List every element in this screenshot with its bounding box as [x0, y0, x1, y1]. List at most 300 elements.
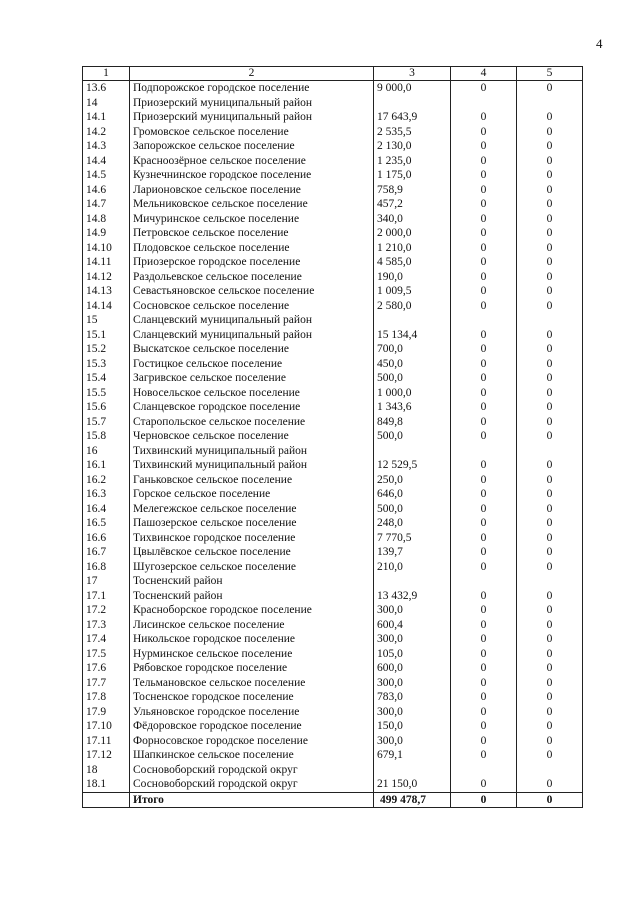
row-number: 15.2 [83, 342, 130, 357]
row-col5: 0 [517, 690, 583, 705]
row-amount [374, 313, 451, 328]
row-amount [374, 444, 451, 459]
row-name: Никольское городское поселение [130, 632, 374, 647]
row-amount: 1 343,6 [374, 400, 451, 415]
row-name: Ганьковское сельское поселение [130, 473, 374, 488]
row-amount: 2 130,0 [374, 139, 451, 154]
row-name: Кузнечнинское городское поселение [130, 168, 374, 183]
row-number: 17.4 [83, 632, 130, 647]
row-col5 [517, 444, 583, 459]
table-row [83, 313, 583, 328]
row-name: Шугозерское сельское поселение [130, 560, 374, 575]
row-number: 17.1 [83, 589, 130, 604]
row-col4: 0 [451, 241, 517, 256]
row-name: Приозерское городское поселение [130, 255, 374, 270]
table-row [83, 270, 583, 285]
table-row [83, 545, 583, 560]
row-col4: 0 [451, 777, 517, 792]
row-col4: 0 [451, 661, 517, 676]
row-col5: 0 [517, 429, 583, 444]
row-col5: 0 [517, 516, 583, 531]
row-number: 14.11 [83, 255, 130, 270]
row-col4: 0 [451, 690, 517, 705]
row-number: 14.6 [83, 183, 130, 198]
row-amount: 190,0 [374, 270, 451, 285]
table-row [83, 357, 583, 372]
row-number: 18 [83, 763, 130, 778]
row-col4: 0 [451, 110, 517, 125]
table-row [83, 603, 583, 618]
row-number: 15.7 [83, 415, 130, 430]
row-col5: 0 [517, 560, 583, 575]
row-number: 14.12 [83, 270, 130, 285]
row-number: 14.2 [83, 125, 130, 140]
row-col5: 0 [517, 183, 583, 198]
header-col-3: 3 [374, 67, 451, 81]
row-col4 [451, 574, 517, 589]
row-col5: 0 [517, 81, 583, 96]
row-name: Ларионовское сельское поселение [130, 183, 374, 198]
row-amount: 248,0 [374, 516, 451, 531]
row-name: Загривское сельское поселение [130, 371, 374, 386]
row-number: 14.1 [83, 110, 130, 125]
row-amount: 1 000,0 [374, 386, 451, 401]
table-row [83, 647, 583, 662]
row-col5 [517, 574, 583, 589]
row-col4: 0 [451, 415, 517, 430]
row-col4: 0 [451, 342, 517, 357]
row-col5: 0 [517, 139, 583, 154]
row-name: Гостицкое сельское поселение [130, 357, 374, 372]
row-col5: 0 [517, 328, 583, 343]
table-row [83, 516, 583, 531]
row-col4: 0 [451, 589, 517, 604]
row-col4: 0 [451, 647, 517, 662]
row-col4: 0 [451, 531, 517, 546]
row-amount: 300,0 [374, 705, 451, 720]
row-amount: 15 134,4 [374, 328, 451, 343]
row-col4: 0 [451, 560, 517, 575]
row-name: Сланцевское городское поселение [130, 400, 374, 415]
row-amount: 2 000,0 [374, 226, 451, 241]
table-row [83, 168, 583, 183]
table-row [83, 125, 583, 140]
row-col4: 0 [451, 705, 517, 720]
row-col5 [517, 763, 583, 778]
row-col5: 0 [517, 212, 583, 227]
row-col4: 0 [451, 328, 517, 343]
row-col5: 0 [517, 342, 583, 357]
row-col5: 0 [517, 777, 583, 792]
row-name: Шапкинское сельское поселение [130, 748, 374, 763]
row-col5: 0 [517, 168, 583, 183]
row-name: Сосновоборский городской округ [130, 777, 374, 792]
row-col5: 0 [517, 502, 583, 517]
row-amount: 600,0 [374, 661, 451, 676]
row-amount: 646,0 [374, 487, 451, 502]
row-number: 15.1 [83, 328, 130, 343]
table-row [83, 81, 583, 96]
total-number-cell [83, 792, 130, 808]
row-name: Рябовское городское поселение [130, 661, 374, 676]
row-amount: 13 432,9 [374, 589, 451, 604]
row-number: 14.13 [83, 284, 130, 299]
total-col5: 0 [517, 792, 583, 808]
row-col5: 0 [517, 473, 583, 488]
row-name: Форносовское городское поселение [130, 734, 374, 749]
row-amount: 300,0 [374, 603, 451, 618]
table-row [83, 415, 583, 430]
row-number: 17.7 [83, 676, 130, 691]
row-amount: 300,0 [374, 632, 451, 647]
row-number: 14.4 [83, 154, 130, 169]
row-col4: 0 [451, 632, 517, 647]
row-name: Цвылёвское сельское поселение [130, 545, 374, 560]
row-name: Новосельское сельское поселение [130, 386, 374, 401]
row-col5: 0 [517, 705, 583, 720]
table-row [83, 342, 583, 357]
row-name: Петровское сельское поселение [130, 226, 374, 241]
row-name: Сосновское сельское поселение [130, 299, 374, 314]
table-row [83, 632, 583, 647]
row-col5: 0 [517, 661, 583, 676]
total-label: Итого [130, 792, 374, 808]
row-name: Старопольское сельское поселение [130, 415, 374, 430]
row-amount: 139,7 [374, 545, 451, 560]
row-name: Тихвинский муниципальный район [130, 458, 374, 473]
table-row [83, 719, 583, 734]
row-col5 [517, 96, 583, 111]
row-col4: 0 [451, 299, 517, 314]
row-col5: 0 [517, 603, 583, 618]
row-col4 [451, 763, 517, 778]
row-amount: 500,0 [374, 429, 451, 444]
row-name: Мичуринское сельское поселение [130, 212, 374, 227]
row-col4: 0 [451, 371, 517, 386]
row-amount [374, 763, 451, 778]
table-row [83, 487, 583, 502]
row-amount: 700,0 [374, 342, 451, 357]
row-col4: 0 [451, 429, 517, 444]
row-name: Горское сельское поселение [130, 487, 374, 502]
row-amount: 600,4 [374, 618, 451, 633]
row-col4: 0 [451, 386, 517, 401]
row-amount: 4 585,0 [374, 255, 451, 270]
row-number: 14.5 [83, 168, 130, 183]
table-row [83, 589, 583, 604]
table-row [83, 748, 583, 763]
row-number: 14 [83, 96, 130, 111]
row-col5: 0 [517, 531, 583, 546]
row-col4: 0 [451, 125, 517, 140]
row-name: Красноборское городское поселение [130, 603, 374, 618]
row-number: 17.11 [83, 734, 130, 749]
table-row [83, 154, 583, 169]
table-row [83, 676, 583, 691]
row-col5: 0 [517, 647, 583, 662]
table-row [83, 255, 583, 270]
table-row [83, 226, 583, 241]
row-col5: 0 [517, 632, 583, 647]
row-col5: 0 [517, 357, 583, 372]
page-number: 4 [596, 36, 603, 51]
header-col-2: 2 [130, 67, 374, 81]
row-name: Запорожское сельское поселение [130, 139, 374, 154]
row-name: Раздольевское сельское поселение [130, 270, 374, 285]
row-number: 15.8 [83, 429, 130, 444]
row-col5: 0 [517, 400, 583, 415]
table-row [83, 284, 583, 299]
row-col4: 0 [451, 458, 517, 473]
row-col5: 0 [517, 371, 583, 386]
row-name: Тихвинский муниципальный район [130, 444, 374, 459]
row-col5: 0 [517, 110, 583, 125]
row-number: 17.3 [83, 618, 130, 633]
table-row [83, 299, 583, 314]
row-col4: 0 [451, 212, 517, 227]
table-row [83, 777, 583, 792]
row-col4 [451, 444, 517, 459]
row-col4: 0 [451, 284, 517, 299]
allocation-table [82, 66, 583, 808]
row-amount: 783,0 [374, 690, 451, 705]
table-row [83, 502, 583, 517]
row-number: 15.5 [83, 386, 130, 401]
row-col5 [517, 313, 583, 328]
table-row [83, 183, 583, 198]
row-number: 17.5 [83, 647, 130, 662]
table-row [83, 690, 583, 705]
row-col4: 0 [451, 168, 517, 183]
row-amount: 150,0 [374, 719, 451, 734]
row-amount: 17 643,9 [374, 110, 451, 125]
row-number: 17.9 [83, 705, 130, 720]
row-amount: 250,0 [374, 473, 451, 488]
row-col5: 0 [517, 734, 583, 749]
row-col4: 0 [451, 603, 517, 618]
table-row [83, 110, 583, 125]
row-number: 17.8 [83, 690, 130, 705]
row-col5: 0 [517, 545, 583, 560]
row-name: Выскатское сельское поселение [130, 342, 374, 357]
row-number: 16.7 [83, 545, 130, 560]
row-amount: 340,0 [374, 212, 451, 227]
row-amount: 500,0 [374, 502, 451, 517]
row-col4: 0 [451, 734, 517, 749]
table-row [83, 574, 583, 589]
row-col4: 0 [451, 197, 517, 212]
row-number: 14.14 [83, 299, 130, 314]
row-col4: 0 [451, 502, 517, 517]
table-row [83, 531, 583, 546]
row-col5: 0 [517, 241, 583, 256]
row-col4: 0 [451, 473, 517, 488]
row-name: Тихвинское городское поселение [130, 531, 374, 546]
row-number: 15 [83, 313, 130, 328]
row-col5: 0 [517, 748, 583, 763]
row-col4: 0 [451, 255, 517, 270]
row-amount: 500,0 [374, 371, 451, 386]
row-name: Нурминское сельское поселение [130, 647, 374, 662]
row-col4: 0 [451, 676, 517, 691]
row-col4: 0 [451, 487, 517, 502]
row-number: 16.1 [83, 458, 130, 473]
row-col4 [451, 96, 517, 111]
row-amount: 1 175,0 [374, 168, 451, 183]
row-amount: 457,2 [374, 197, 451, 212]
row-amount: 210,0 [374, 560, 451, 575]
table-row [83, 661, 583, 676]
row-number: 14.10 [83, 241, 130, 256]
row-number: 17.12 [83, 748, 130, 763]
row-number: 14.8 [83, 212, 130, 227]
row-col4: 0 [451, 719, 517, 734]
row-amount: 1 009,5 [374, 284, 451, 299]
row-name: Черновское сельское поселение [130, 429, 374, 444]
row-col4: 0 [451, 81, 517, 96]
row-number: 18.1 [83, 777, 130, 792]
row-name: Тосненский район [130, 589, 374, 604]
row-amount: 2 535,5 [374, 125, 451, 140]
row-col5: 0 [517, 270, 583, 285]
row-col5: 0 [517, 676, 583, 691]
table-row [83, 139, 583, 154]
row-col4: 0 [451, 748, 517, 763]
total-row [83, 792, 583, 808]
row-amount: 21 150,0 [374, 777, 451, 792]
row-number: 14.7 [83, 197, 130, 212]
row-amount: 7 770,5 [374, 531, 451, 546]
row-name: Мельниковское сельское поселение [130, 197, 374, 212]
column-number-header [83, 67, 583, 81]
row-amount [374, 96, 451, 111]
row-col4: 0 [451, 226, 517, 241]
row-name: Сланцевский муниципальный район [130, 328, 374, 343]
row-name: Подпорожское городское поселение [130, 81, 374, 96]
table-row [83, 212, 583, 227]
table-row [83, 763, 583, 778]
row-number: 13.6 [83, 81, 130, 96]
header-col-4: 4 [451, 67, 517, 81]
table-row [83, 371, 583, 386]
row-col5: 0 [517, 458, 583, 473]
row-col4: 0 [451, 270, 517, 285]
row-col5: 0 [517, 589, 583, 604]
table-row [83, 400, 583, 415]
table-row [83, 458, 583, 473]
row-name: Севастьяновское сельское поселение [130, 284, 374, 299]
row-amount: 679,1 [374, 748, 451, 763]
row-col5: 0 [517, 299, 583, 314]
row-amount: 105,0 [374, 647, 451, 662]
row-col5: 0 [517, 125, 583, 140]
table-row [83, 560, 583, 575]
row-name: Тельмановское сельское поселение [130, 676, 374, 691]
row-amount: 9 000,0 [374, 81, 451, 96]
row-amount: 758,9 [374, 183, 451, 198]
row-col4: 0 [451, 618, 517, 633]
table-row [83, 328, 583, 343]
row-name: Громовское сельское поселение [130, 125, 374, 140]
row-name: Тосненское городское поселение [130, 690, 374, 705]
row-number: 16.2 [83, 473, 130, 488]
row-col4: 0 [451, 400, 517, 415]
header-col-5: 5 [517, 67, 583, 81]
row-name: Приозерский муниципальный район [130, 96, 374, 111]
row-col5: 0 [517, 719, 583, 734]
row-number: 16 [83, 444, 130, 459]
row-name: Фёдоровское городское поселение [130, 719, 374, 734]
table-row [83, 386, 583, 401]
row-number: 15.4 [83, 371, 130, 386]
table-row [83, 96, 583, 111]
row-amount [374, 574, 451, 589]
row-col4: 0 [451, 154, 517, 169]
row-amount: 849,8 [374, 415, 451, 430]
row-amount: 12 529,5 [374, 458, 451, 473]
row-number: 16.5 [83, 516, 130, 531]
row-amount: 1 210,0 [374, 241, 451, 256]
row-amount: 450,0 [374, 357, 451, 372]
table-row [83, 705, 583, 720]
row-col5: 0 [517, 284, 583, 299]
row-name: Сосновоборский городской округ [130, 763, 374, 778]
row-col4: 0 [451, 357, 517, 372]
table-row [83, 473, 583, 488]
row-col5: 0 [517, 415, 583, 430]
row-number: 15.3 [83, 357, 130, 372]
table-row [83, 444, 583, 459]
row-number: 16.4 [83, 502, 130, 517]
row-number: 14.9 [83, 226, 130, 241]
row-number: 17.10 [83, 719, 130, 734]
row-amount: 300,0 [374, 676, 451, 691]
table-row [83, 429, 583, 444]
row-name: Мелегежское сельское поселение [130, 502, 374, 517]
total-value: 499 478,7 [374, 792, 451, 808]
row-name: Плодовское сельское поселение [130, 241, 374, 256]
table-row [83, 241, 583, 256]
row-col5: 0 [517, 487, 583, 502]
row-col5: 0 [517, 255, 583, 270]
table-row [83, 734, 583, 749]
table-row [83, 197, 583, 212]
row-col4: 0 [451, 516, 517, 531]
row-name: Ульяновское городское поселение [130, 705, 374, 720]
row-name: Красноозёрное сельское поселение [130, 154, 374, 169]
row-name: Лисинское сельское поселение [130, 618, 374, 633]
row-number: 16.6 [83, 531, 130, 546]
row-amount: 2 580,0 [374, 299, 451, 314]
row-col5: 0 [517, 154, 583, 169]
row-col4: 0 [451, 139, 517, 154]
row-col4: 0 [451, 545, 517, 560]
row-number: 17 [83, 574, 130, 589]
row-number: 16.8 [83, 560, 130, 575]
row-col5: 0 [517, 618, 583, 633]
row-name: Тосненский район [130, 574, 374, 589]
row-number: 17.2 [83, 603, 130, 618]
row-number: 14.3 [83, 139, 130, 154]
row-name: Приозерский муниципальный район [130, 110, 374, 125]
row-col5: 0 [517, 386, 583, 401]
row-col5: 0 [517, 226, 583, 241]
row-number: 15.6 [83, 400, 130, 415]
total-col4: 0 [451, 792, 517, 808]
row-number: 17.6 [83, 661, 130, 676]
row-amount: 300,0 [374, 734, 451, 749]
row-name: Сланцевский муниципальный район [130, 313, 374, 328]
